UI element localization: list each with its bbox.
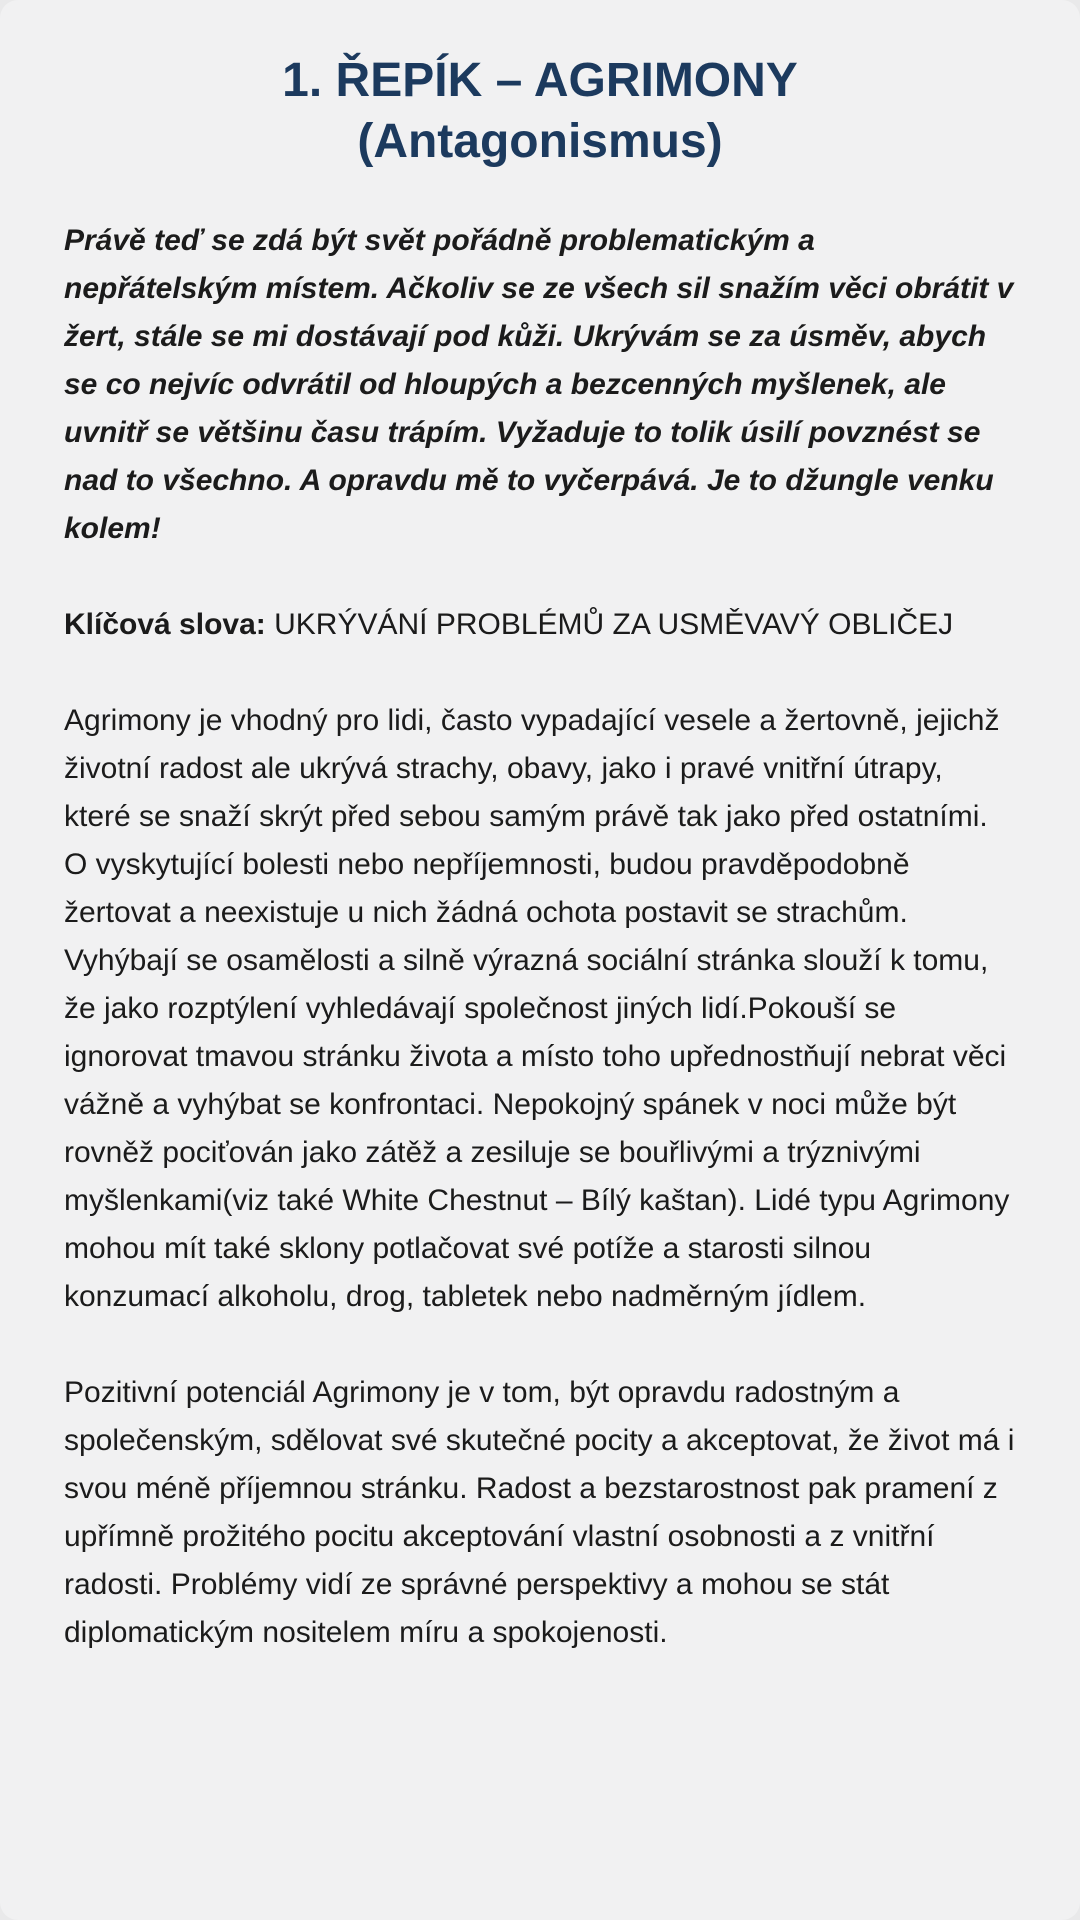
positive-potential-paragraph: Pozitivní potenciál Agrimony je v tom, být opravdu radostným a společenským, sdělovat své skutečné pocity a akceptovat, že život má i svou méně příjemnou stránku. Radost a bezstarostnost pak pramení z upřímně prožitého pocitu akceptování vlastní osobnosti a z vnitřní radosti. Problémy vidí ze správné perspektivy a mohou se stát diplomatickým nositelem míru a spokojenosti. [64, 1376, 1015, 1649]
intro-quote: Právě teď se zdá být svět pořádně problematickým a nepřátelským místem. Ačkoliv se ze všech sil snažím věci obrátit v žert, stále se mi dostávají pod kůži. Ukrývám se za úsměv, abych se co nejvíc odvrátil od hloupých a bezcenných myšlenek, ale uvnitř se většinu času trápím. Vyžaduje to tolik úsilí povznést se nad to všechno. A opravdu mě to vyčerpává. Je to džungle venku kolem! [64, 224, 1014, 545]
title-line-1: 1. ŘEPÍK – AGRIMONY [282, 54, 798, 107]
page-title [64, 50, 1016, 172]
title-line-2: (Antagonismus) [357, 115, 723, 168]
keywords-value: UKRÝVÁNÍ PROBLÉMŮ ZA USMĚVAVÝ OBLIČEJ [274, 608, 954, 641]
keywords-label: Klíčová slova: [64, 608, 266, 641]
description-paragraph: Agrimony je vhodný pro lidi, často vypadající vesele a žertovně, jejichž životní radost ale ukrývá strachy, obavy, jako i pravé vnitřní útrapy, které se snaží skrýt před sebou samým právě tak jako před ostatními. O vyskytující bolesti nebo nepříjemnosti, budou pravděpodobně žertovat a neexistuje u nich žádná ochota postavit se strachům. Vyhýbají se osamělosti a silně výrazná sociální stránka slouží k tomu, že jako rozptýlení vyhledávají společnost jiných lidí.Pokouší se ignorovat tmavou stránku života a místo toho upřednostňují nebrat věci vážně a vyhýbat se konfrontaci. Nepokojný spánek v noci může být rovněž pociťován jako zátěž a zesiluje se bouřlivými a trýznivými myšlenkami(viz také White Chestnut – Bílý kaštan). Lidé typu Agrimony mohou mít také sklony potlačovat své potíže a starosti silnou konzumací alkoholu, drog, tabletek nebo nadměrným jídlem. [64, 704, 1010, 1313]
keywords [64, 601, 1016, 649]
